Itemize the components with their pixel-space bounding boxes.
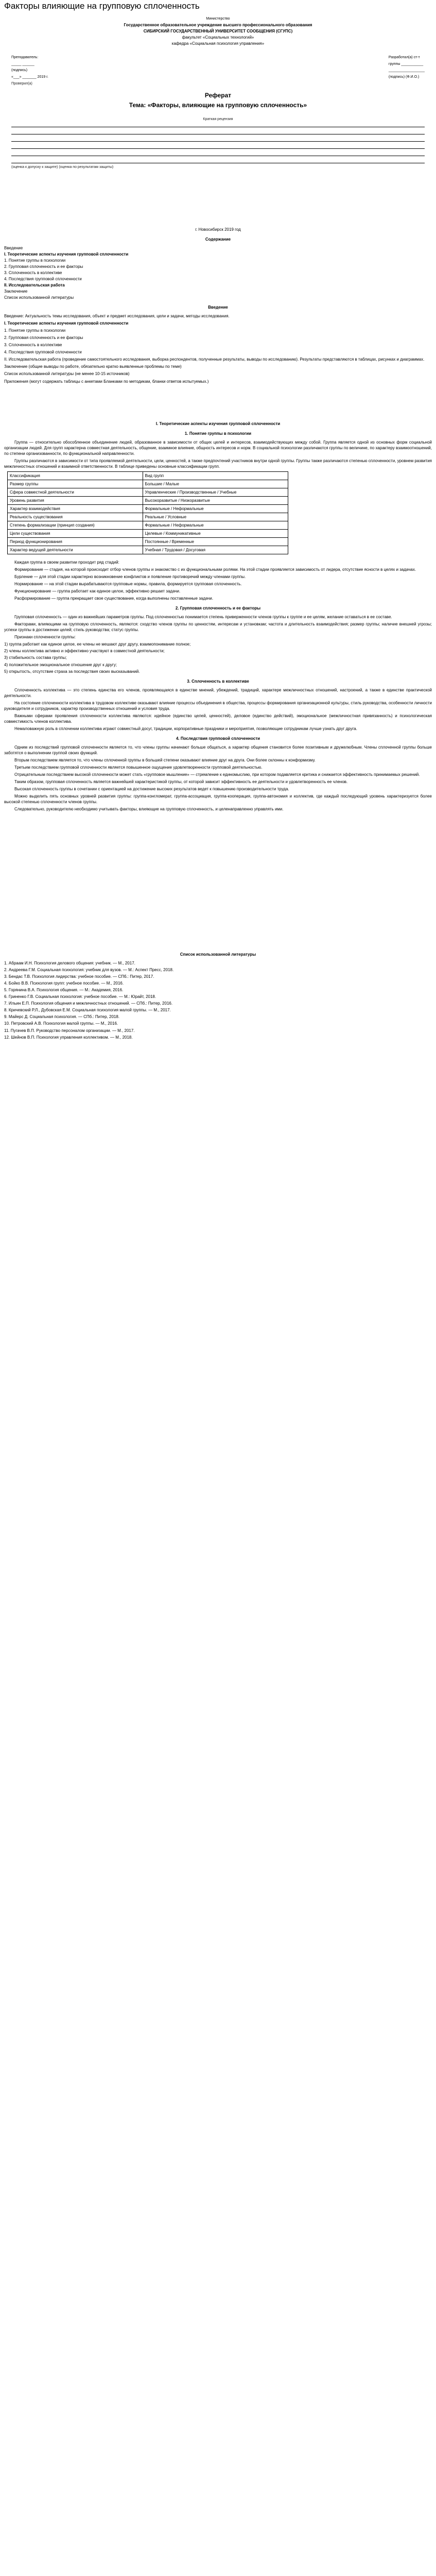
reference-item: 1. Абраам И.Н. Психология делового общения: учебник. — М., 2017. [4, 961, 135, 966]
toc-item[interactable]: 4. Последствия групповой сплоченности [4, 277, 82, 282]
paragraph: Нормирование — на этой стадии вырабатываются групповые нормы, правила, формируется групповая сплоченность. [14, 582, 242, 587]
reference-item: 10. Петровский А.В. Психология малой группы. — М., 2016. [4, 1021, 118, 1026]
grade-note: (оценка к допуску к защите) (оценка по результатам защиты) [11, 165, 114, 170]
student-signature [389, 54, 425, 81]
paragraph: Функционирование — группа работает как единое целое, эффективно решает задачи. [14, 589, 181, 594]
signature-block [11, 54, 425, 81]
references-heading: Список использованной литературы [180, 952, 256, 957]
reference-item: 2. Андреева Г.М. Социальная психология: учебник для вузов. — М.: Аспект Пресс, 2018. [4, 968, 174, 973]
sign-line: «___» _______ 2019 г. [11, 75, 48, 79]
paragraph: Группы различаются в зависимости от типа проявляемой деятельности, цели, ценностей, а также предпочтений участников внутри одной группы. Группы также различаются степенью сплоченности, уровнем развития межличностных отношений и взаимной ответственности. В таблице приведены основные классификации групп. [4, 458, 432, 469]
reference-item: 7. Ильин Е.П. Психология общения и межличностных отношений. — СПб.: Питер, 2016. [4, 1001, 173, 1006]
teacher-signature [11, 54, 48, 81]
paragraph: Факторами, влияющими на групповую сплоченность, являются: сходство членов группы по ценностям, интересам и установкам; частота и длительность взаимодействия; размер группы; наличие внешней угрозы; успехи группы в достижении целей; стиль руководства; статус группы. [4, 622, 432, 633]
title-page [4, 16, 432, 232]
remarks-line [11, 143, 425, 149]
paragraph: Расформирование — группа прекращает свое существование, когда выполнены поставленные задачи. [14, 596, 214, 601]
cohesion-signs-list [4, 641, 432, 674]
table-row [8, 504, 288, 513]
paragraph: Групповая сплоченность — один из важнейших параметров группы. Под сплоченностью понимается степень приверженности членов группы к группе и ее целям, желание оставаться в ее составе. [14, 615, 392, 620]
sign-line: Разработал(а) ст-т [388, 56, 420, 60]
table-row [8, 521, 288, 529]
sign-line: (подпись) [11, 69, 28, 73]
table-cell: Реальность существования [8, 513, 143, 521]
table-cell: Учебная / Трудовая / Досуговая [143, 546, 288, 554]
chair-line: кафедра «Социальная психология управления» [171, 41, 265, 46]
ministry-line: Министерство [206, 17, 230, 21]
table-row [8, 480, 288, 488]
university-line: СИБИРСКИЙ ГОСУДАРСТВЕННЫЙ УНИВЕРСИТЕТ СООБЩЕНИЯ (СГУПС) [143, 29, 293, 34]
paragraph: Бурление — для этой стадии характерно возникновение конфликтов и появление противоречий между членами группы. [14, 574, 246, 580]
table-row [8, 538, 288, 546]
document-page [0, 1, 436, 1040]
sign-line: Преподаватель: [11, 56, 39, 60]
table-row [8, 529, 288, 537]
remarks-label: Краткая рецензия [203, 117, 233, 121]
table-row [8, 513, 288, 521]
check-label: Проверил(а) [11, 81, 32, 86]
paragraph: I. Теоретические аспекты изучения групповой сплоченности [4, 321, 129, 326]
paragraph: II. Исследовательская работа (проведение самостоятельного исследования, выборка респондентов, полученные результаты, выводы по исследованию). Результаты представляются в таблицах, рисунках и диаграммах. [4, 357, 425, 362]
table-cell: Уровень развития [8, 496, 143, 504]
table-cell: Размер группы [8, 480, 143, 488]
referat-topic: Тема: «Факторы, влияющие на групповую сплоченность» [129, 101, 307, 109]
remarks-line [11, 158, 425, 163]
reference-item: 9. Майерс Д. Социальная психология. — СПб.: Питер, 2018. [4, 1014, 120, 1020]
paragraph: Сплоченность коллектива — это степень единства его членов, проявляющаяся в единстве мнений, убеждений, традиций, характере межличностных отношений, настроений, а также в единстве практической деятельности. [4, 687, 432, 698]
table-cell: Высокоразвитые / Низкоразвитые [143, 496, 288, 504]
reference-item: 12. Шейнов В.П. Психология управления коллективом. — М., 2018. [4, 1035, 133, 1040]
toc-item[interactable]: Список использованной литературы [4, 295, 74, 300]
toc-item[interactable]: II. Исследовательская работа [4, 283, 65, 288]
paragraph: Введение: Актуальность темы исследования, объект и предмет исследования, цели и задачи, методы исследования. [4, 314, 230, 319]
paragraph: Заключение (общие выводы по работе, обязательно кратко выявленные проблемы по теме) [4, 364, 182, 369]
table-row [8, 496, 288, 504]
table-cell: Формальные / Неформальные [143, 521, 288, 529]
toc-item[interactable]: Заключение [4, 289, 28, 294]
list-item: 3) стабильность состава группы; [4, 655, 67, 660]
paragraph: Третьим последствием групповой сплоченности является повышенное ощущение удовлетворенности групповой деятельностью. [14, 765, 263, 770]
paragraph: Группа — относительно обособленное объединение людей, образованное в зависимости от общих целей и интересов, взаимодействующих между собой. Группа является одной из основных форм социальной организации людей. Для групп характерна совместная деятельность, общение, взаимное влияние, общность интересов и норм. В социальной психологии различаются группы по величине, по характеру взаимоотношений, по степени организованности, по функциональной направленности. [4, 439, 432, 456]
paragraph: 1. Понятие группы в психологии [4, 328, 66, 333]
reference-item: 5. Горянина В.А. Психология общения. — М.: Академия, 2016. [4, 988, 124, 993]
table-cell: Реальные / Условные [143, 513, 288, 521]
list-item: 5) открытость, отсутствие страха за последствия своих высказываний. [4, 669, 140, 674]
table-cell: Степень формализации (принцип создания) [8, 521, 143, 529]
remarks-lines [11, 122, 425, 163]
remarks-line [11, 122, 425, 127]
referat-label: Реферат [204, 92, 232, 99]
paragraph: Можно выделить пять основных уровней развития группы: группа-конгломерат, группа-ассоциация, группа-кооперация, группа-автономия и коллектив, где каждый последующий уровень характеризуется более высокой степенью сплоченности членов группы. [4, 794, 432, 805]
toc-heading: Содержание [205, 236, 231, 242]
subsection-heading: 3. Сплоченность в коллективе [187, 679, 249, 684]
paragraph: 3. Сплоченность в коллективе [4, 343, 62, 348]
table-cell: Сфера совместной деятельности [8, 488, 143, 496]
paragraph: Таким образом, групповая сплоченность является важнейшей характеристикой группы, от которой зависит эффективность ее деятельности и удовлетворенность ее членов. [14, 779, 348, 785]
subsection-heading: 4. Последствия групповой сплоченности [176, 736, 260, 741]
paragraph: Каждая группа в своем развитии проходит ряд стадий: [14, 560, 119, 565]
table-cell: Характер ведущей деятельности [8, 546, 143, 554]
table-header: Вид групп [143, 471, 288, 480]
table-cell: Постоянные / Временные [143, 538, 288, 546]
paragraph: Важными сферами проявления сплоченности коллектива являются: идейное (единство целей, ценностей), деловое (единство действий), эмоциональное (межличностная привязанность) и психологическая совместимость членов коллектива. [4, 713, 432, 724]
paragraph: Формирование — стадия, на которой происходит отбор членов группы и знакомство с их функциональными ролями. На этой стадии проявляется зависимость от лидера, отсутствие ясности в целях и задачах. [14, 567, 416, 572]
list-item: 2) члены коллектива активно и эффективно участвуют в совместной деятельности; [4, 649, 165, 654]
table-cell: Целевые / Коммуникативные [143, 529, 288, 537]
list-item: 4) положительное эмоциональное отношение друг к другу; [4, 662, 117, 667]
city-year: г. Новосибирск 2019 год [195, 227, 241, 232]
paragraph: Немаловажную роль в сплочении коллектива играют совместный досуг, традиции, корпоративные праздники и мероприятия, позволяющие сотрудникам лучше узнать друг друга. [14, 726, 357, 731]
document-title: Факторы влияющие на групповую сплоченность [4, 1, 200, 11]
org-line: Государственное образовательное учреждение высшего профессионального образования [124, 23, 312, 28]
paragraph: 2. Групповая сплоченность и ее факторы [4, 335, 83, 341]
paragraph: Приложения (могут содержать таблицы с анкетами Бланками по методикам, бланки ответов испытуемых.) [4, 379, 209, 384]
faculty-line: факультет «Социальных технологий» [182, 35, 254, 40]
table-cell: Характер взаимодействия [8, 504, 143, 513]
reference-item: 11. Пугачев В.П. Руководство персоналом организации. — М., 2017. [4, 1028, 135, 1033]
paragraph: Высокая сплоченность группы в сочетании с ориентацией на достижение высоких результатов ведет к повышению производительности труда. [14, 787, 289, 792]
paragraph: Список использованной литературы (не менее 10-15 источников) [4, 371, 130, 377]
subsection-heading: 1. Понятие группы в психологии [184, 431, 252, 436]
remarks-line [11, 129, 425, 134]
table-cell: Управленческие / Производственные / Учебные [143, 488, 288, 496]
toc-item[interactable]: 2. Групповая сплоченность и ее факторы [4, 264, 83, 269]
sign-line: __________________ [388, 69, 425, 73]
sign-line: группы ___________ [388, 62, 424, 66]
paragraph: 4. Последствия групповой сплоченности [4, 350, 82, 355]
sign-line: (подпись) (Ф.И.О.) [388, 75, 420, 79]
table-cell: Большие / Малые [143, 480, 288, 488]
paragraph: Признаки сплоченности группы: [14, 635, 76, 640]
toc-item[interactable]: 1. Понятие группы в психологии [4, 258, 66, 263]
reference-item: 3. Бендас Т.В. Психология лидерства: учебное пособие. — СПб.: Питер, 2017. [4, 974, 154, 979]
table-cell: Период функционирования [8, 538, 143, 546]
table-row [8, 546, 288, 554]
list-item: 1) группа работает как единое целое, ее члены не мешают друг другу, взаимопонимание полное; [4, 642, 191, 647]
remarks-line [11, 136, 425, 142]
classification-table [7, 471, 288, 554]
paragraph: Отрицательным последствием высокой сплоченности может стать «групповое мышление» — стремление к единомыслию, при котором подавляется критика и снижается эффективность принимаемых решений. [14, 772, 420, 777]
intro-heading: Введение [208, 305, 228, 310]
paragraph: На состояние сплоченности коллектива в трудовом коллективе оказывают влияние процессы объединения в общества, процессы формирования организационной культуры, стиль руководства, особенности личности руководителя и сотрудников, характер производственных отношений и условия труда. [4, 700, 432, 711]
subsection-heading: 2. Групповая сплоченность и ее факторы [175, 606, 261, 611]
paragraph: Вторым последствием является то, что члены сплоченной группы в большей степени оказывают влияние друг на друга. Они более склонны к конформизму. [14, 757, 316, 762]
paragraph: Следовательно, руководителю необходимо учитывать факторы, влияющие на групповую сплоченность, и целенаправленно управлять ими. [14, 807, 284, 812]
remarks-line [11, 150, 425, 156]
references-list [4, 960, 432, 1040]
chapter1-heading: I. Теоретические аспекты изучения групповой сплоченности [155, 421, 281, 426]
reference-item: 4. Бойко В.В. Психология групп: учебное пособие. — М., 2016. [4, 981, 124, 986]
toc-list [4, 245, 432, 300]
toc-item[interactable]: 3. Сплоченность в коллективе [4, 270, 62, 276]
paragraph: Одним из последствий групповой сплоченности является то, что члены группы начинают больше общаться, а характер общения становится более позитивным и дружелюбным. Члены сплоченной группы больше заботятся о выполнении группой своих функций. [4, 744, 432, 755]
sign-line: _____ ______ [11, 62, 34, 66]
table-cell: Формальные / Неформальные [143, 504, 288, 513]
table-cell: Цели существования [8, 529, 143, 537]
table-row [8, 488, 288, 496]
reference-item: 8. Кричевский Р.Л., Дубовская Е.М. Социальная психология малой группы. — М., 2017. [4, 1008, 171, 1013]
toc-item[interactable]: I. Теоретические аспекты изучения групповой сплоченности [4, 251, 129, 257]
reference-item: 6. Гриненко Г.В. Социальная психология: учебное пособие. — М.: Юрайт, 2018. [4, 994, 156, 999]
toc-item[interactable]: Введение [4, 245, 23, 250]
table-header: Классификация [8, 471, 143, 480]
